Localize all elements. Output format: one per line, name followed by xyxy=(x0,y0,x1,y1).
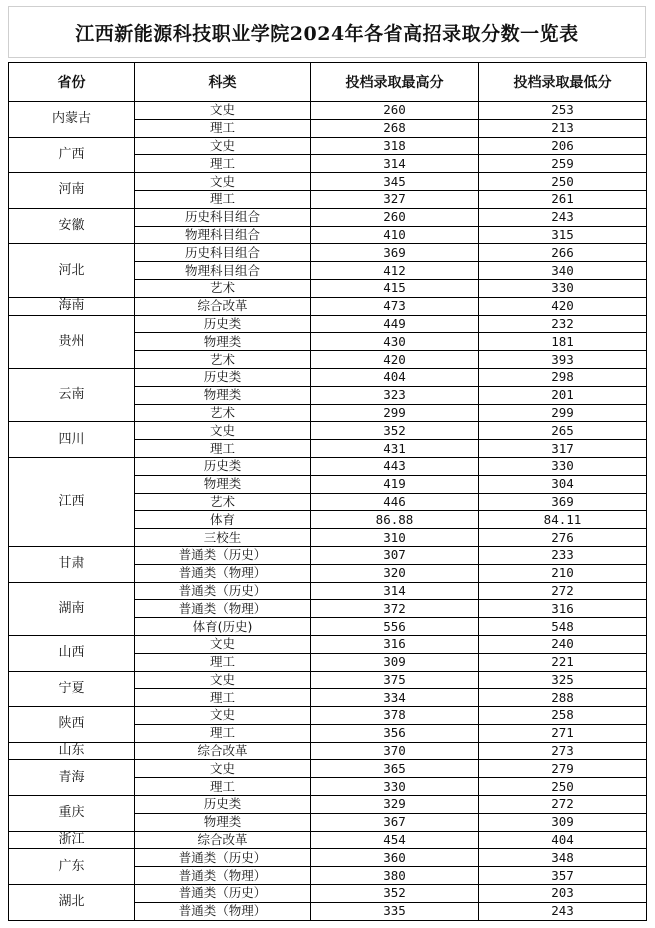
max-score-cell: 335 xyxy=(311,902,479,920)
table-row xyxy=(9,173,647,191)
table-row xyxy=(9,102,647,120)
min-score-cell: 279 xyxy=(479,760,647,778)
min-score-cell: 276 xyxy=(479,529,647,547)
min-score-cell: 259 xyxy=(479,155,647,173)
province-cell: 内蒙古 xyxy=(9,102,135,138)
category-cell: 体育(历史) xyxy=(135,618,311,636)
min-score-cell: 266 xyxy=(479,244,647,262)
min-score-cell: 250 xyxy=(479,173,647,191)
table-row xyxy=(9,849,647,867)
min-score-cell: 272 xyxy=(479,582,647,600)
min-score-cell: 84.11 xyxy=(479,511,647,529)
max-score-cell: 367 xyxy=(311,813,479,831)
min-score-cell: 271 xyxy=(479,724,647,742)
table-row xyxy=(9,885,647,903)
category-cell: 普通类（物理） xyxy=(135,564,311,582)
page-title: 江西新能源科技职业学院2024年各省高招录取分数一览表 xyxy=(75,22,579,45)
max-score-cell: 372 xyxy=(311,600,479,618)
table-body xyxy=(9,102,647,921)
min-score-cell: 330 xyxy=(479,279,647,297)
category-cell: 综合改革 xyxy=(135,742,311,760)
table-row xyxy=(9,760,647,778)
category-cell: 文史 xyxy=(135,102,311,120)
min-score-cell: 181 xyxy=(479,333,647,351)
max-score-cell: 473 xyxy=(311,297,479,315)
min-score-cell: 243 xyxy=(479,902,647,920)
category-cell: 文史 xyxy=(135,671,311,689)
max-score-cell: 370 xyxy=(311,742,479,760)
category-cell: 物理科目组合 xyxy=(135,226,311,244)
table-row xyxy=(9,297,647,315)
max-score-cell: 352 xyxy=(311,885,479,903)
table-row xyxy=(9,831,647,849)
table-row xyxy=(9,671,647,689)
category-cell: 历史类 xyxy=(135,796,311,814)
category-cell: 文史 xyxy=(135,137,311,155)
table-row xyxy=(9,244,647,262)
min-score-cell: 201 xyxy=(479,386,647,404)
table-header-row xyxy=(9,63,647,102)
category-cell: 物理类 xyxy=(135,475,311,493)
max-score-cell: 329 xyxy=(311,796,479,814)
max-score-cell: 316 xyxy=(311,635,479,653)
category-cell: 历史类 xyxy=(135,457,311,475)
category-cell: 物理类 xyxy=(135,813,311,831)
min-score-cell: 233 xyxy=(479,546,647,564)
max-score-cell: 369 xyxy=(311,244,479,262)
category-cell: 普通类（物理） xyxy=(135,600,311,618)
category-cell: 普通类（历史） xyxy=(135,885,311,903)
min-score-cell: 261 xyxy=(479,190,647,208)
province-cell: 四川 xyxy=(9,422,135,458)
category-cell: 普通类（物理） xyxy=(135,902,311,920)
province-cell: 云南 xyxy=(9,368,135,421)
category-cell: 艺术 xyxy=(135,279,311,297)
min-score-cell: 240 xyxy=(479,635,647,653)
max-score-cell: 410 xyxy=(311,226,479,244)
min-score-cell: 348 xyxy=(479,849,647,867)
province-cell: 海南 xyxy=(9,297,135,315)
min-score-cell: 232 xyxy=(479,315,647,333)
max-score-cell: 431 xyxy=(311,440,479,458)
province-cell: 广东 xyxy=(9,849,135,885)
header-max-score: 投档录取最高分 xyxy=(311,63,479,102)
max-score-cell: 307 xyxy=(311,546,479,564)
max-score-cell: 556 xyxy=(311,618,479,636)
category-cell: 普通类（历史） xyxy=(135,546,311,564)
header-category: 科类 xyxy=(135,63,311,102)
table-row xyxy=(9,742,647,760)
max-score-cell: 86.88 xyxy=(311,511,479,529)
min-score-cell: 243 xyxy=(479,208,647,226)
max-score-cell: 430 xyxy=(311,333,479,351)
max-score-cell: 345 xyxy=(311,173,479,191)
max-score-cell: 446 xyxy=(311,493,479,511)
category-cell: 历史类 xyxy=(135,368,311,386)
title-box xyxy=(8,6,646,58)
min-score-cell: 221 xyxy=(479,653,647,671)
max-score-cell: 404 xyxy=(311,368,479,386)
max-score-cell: 299 xyxy=(311,404,479,422)
min-score-cell: 299 xyxy=(479,404,647,422)
category-cell: 普通类（历史） xyxy=(135,849,311,867)
category-cell: 理工 xyxy=(135,155,311,173)
category-cell: 三校生 xyxy=(135,529,311,547)
min-score-cell: 393 xyxy=(479,351,647,369)
category-cell: 理工 xyxy=(135,689,311,707)
max-score-cell: 454 xyxy=(311,831,479,849)
max-score-cell: 449 xyxy=(311,315,479,333)
min-score-cell: 210 xyxy=(479,564,647,582)
max-score-cell: 314 xyxy=(311,582,479,600)
table-row xyxy=(9,546,647,564)
category-cell: 艺术 xyxy=(135,404,311,422)
table-row xyxy=(9,208,647,226)
min-score-cell: 309 xyxy=(479,813,647,831)
max-score-cell: 365 xyxy=(311,760,479,778)
max-score-cell: 318 xyxy=(311,137,479,155)
min-score-cell: 213 xyxy=(479,119,647,137)
max-score-cell: 415 xyxy=(311,279,479,297)
min-score-cell: 420 xyxy=(479,297,647,315)
category-cell: 文史 xyxy=(135,173,311,191)
min-score-cell: 304 xyxy=(479,475,647,493)
max-score-cell: 419 xyxy=(311,475,479,493)
min-score-cell: 288 xyxy=(479,689,647,707)
max-score-cell: 378 xyxy=(311,707,479,725)
max-score-cell: 412 xyxy=(311,262,479,280)
min-score-cell: 315 xyxy=(479,226,647,244)
table-row xyxy=(9,707,647,725)
min-score-cell: 203 xyxy=(479,885,647,903)
province-cell: 浙江 xyxy=(9,831,135,849)
category-cell: 文史 xyxy=(135,422,311,440)
category-cell: 理工 xyxy=(135,724,311,742)
category-cell: 艺术 xyxy=(135,351,311,369)
category-cell: 文史 xyxy=(135,635,311,653)
header-min-score: 投档录取最低分 xyxy=(479,63,647,102)
min-score-cell: 404 xyxy=(479,831,647,849)
min-score-cell: 272 xyxy=(479,796,647,814)
province-cell: 贵州 xyxy=(9,315,135,368)
min-score-cell: 265 xyxy=(479,422,647,440)
min-score-cell: 273 xyxy=(479,742,647,760)
table-row xyxy=(9,796,647,814)
max-score-cell: 375 xyxy=(311,671,479,689)
province-cell: 广西 xyxy=(9,137,135,173)
category-cell: 文史 xyxy=(135,707,311,725)
category-cell: 普通类（历史） xyxy=(135,582,311,600)
min-score-cell: 369 xyxy=(479,493,647,511)
score-table xyxy=(8,62,647,921)
max-score-cell: 327 xyxy=(311,190,479,208)
table-row xyxy=(9,368,647,386)
category-cell: 物理类 xyxy=(135,386,311,404)
table-row xyxy=(9,582,647,600)
min-score-cell: 340 xyxy=(479,262,647,280)
province-cell: 湖南 xyxy=(9,582,135,635)
max-score-cell: 443 xyxy=(311,457,479,475)
category-cell: 理工 xyxy=(135,778,311,796)
table-row xyxy=(9,137,647,155)
category-cell: 理工 xyxy=(135,190,311,208)
category-cell: 普通类（物理） xyxy=(135,867,311,885)
header-province: 省份 xyxy=(9,63,135,102)
min-score-cell: 316 xyxy=(479,600,647,618)
max-score-cell: 380 xyxy=(311,867,479,885)
min-score-cell: 357 xyxy=(479,867,647,885)
province-cell: 湖北 xyxy=(9,885,135,921)
province-cell: 青海 xyxy=(9,760,135,796)
max-score-cell: 309 xyxy=(311,653,479,671)
category-cell: 理工 xyxy=(135,119,311,137)
min-score-cell: 206 xyxy=(479,137,647,155)
category-cell: 综合改革 xyxy=(135,297,311,315)
min-score-cell: 253 xyxy=(479,102,647,120)
province-cell: 河南 xyxy=(9,173,135,209)
min-score-cell: 317 xyxy=(479,440,647,458)
table-row xyxy=(9,315,647,333)
category-cell: 体育 xyxy=(135,511,311,529)
min-score-cell: 298 xyxy=(479,368,647,386)
category-cell: 文史 xyxy=(135,760,311,778)
province-cell: 山东 xyxy=(9,742,135,760)
province-cell: 安徽 xyxy=(9,208,135,244)
max-score-cell: 330 xyxy=(311,778,479,796)
max-score-cell: 314 xyxy=(311,155,479,173)
min-score-cell: 250 xyxy=(479,778,647,796)
max-score-cell: 310 xyxy=(311,529,479,547)
min-score-cell: 258 xyxy=(479,707,647,725)
max-score-cell: 260 xyxy=(311,208,479,226)
category-cell: 物理科目组合 xyxy=(135,262,311,280)
province-cell: 陕西 xyxy=(9,707,135,743)
table-row xyxy=(9,422,647,440)
max-score-cell: 334 xyxy=(311,689,479,707)
max-score-cell: 360 xyxy=(311,849,479,867)
max-score-cell: 323 xyxy=(311,386,479,404)
category-cell: 物理类 xyxy=(135,333,311,351)
province-cell: 河北 xyxy=(9,244,135,297)
category-cell: 历史类 xyxy=(135,315,311,333)
table-row xyxy=(9,457,647,475)
max-score-cell: 320 xyxy=(311,564,479,582)
province-cell: 甘肃 xyxy=(9,546,135,582)
max-score-cell: 356 xyxy=(311,724,479,742)
max-score-cell: 268 xyxy=(311,119,479,137)
min-score-cell: 325 xyxy=(479,671,647,689)
table-row xyxy=(9,635,647,653)
province-cell: 山西 xyxy=(9,635,135,671)
category-cell: 理工 xyxy=(135,653,311,671)
max-score-cell: 420 xyxy=(311,351,479,369)
min-score-cell: 548 xyxy=(479,618,647,636)
province-cell: 宁夏 xyxy=(9,671,135,707)
min-score-cell: 330 xyxy=(479,457,647,475)
province-cell: 重庆 xyxy=(9,796,135,832)
province-cell: 江西 xyxy=(9,457,135,546)
category-cell: 综合改革 xyxy=(135,831,311,849)
category-cell: 理工 xyxy=(135,440,311,458)
category-cell: 历史科目组合 xyxy=(135,244,311,262)
max-score-cell: 260 xyxy=(311,102,479,120)
category-cell: 历史科目组合 xyxy=(135,208,311,226)
max-score-cell: 352 xyxy=(311,422,479,440)
category-cell: 艺术 xyxy=(135,493,311,511)
